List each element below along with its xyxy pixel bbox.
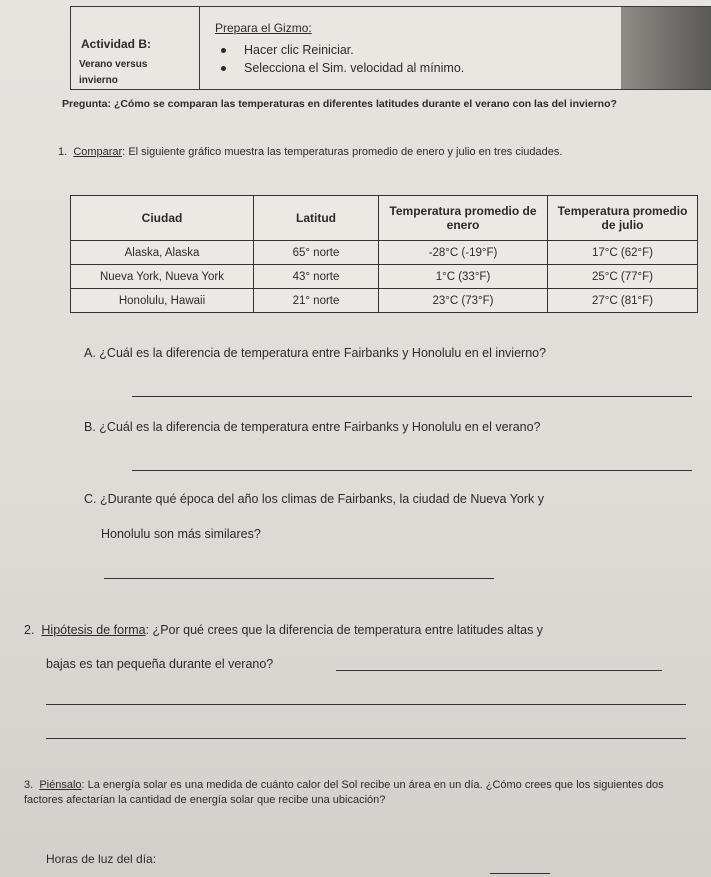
- prep-steps: [221, 43, 464, 79]
- table-row: [71, 289, 698, 313]
- cell-city: Honolulu, Hawaii: [71, 289, 254, 313]
- activity-subtitle-1: Verano versus: [79, 59, 148, 70]
- table-row: [71, 241, 698, 265]
- table-header-row: [71, 196, 698, 241]
- main-question: [62, 96, 662, 113]
- activity-title: Actividad B:: [81, 37, 152, 51]
- cell-july: 17°C (62°F): [548, 241, 698, 265]
- item-3: 3. Piénsalo: La energía solar es una medida de cuánto calor del Sol recibe un área en un día. ¿Cómo crees que los siguientes dos factores afectarían la cantidad de energía solar que recibe una ubicación?: [24, 779, 664, 806]
- cell-latitude: 21° norte: [254, 289, 379, 313]
- cell-july: 25°C (77°F): [548, 265, 698, 289]
- prep-step: Hacer clic Reiniciar.: [221, 43, 464, 57]
- question-text: ¿Cómo se comparan las temperaturas en diferentes latitudes durante el verano con las del invierno?: [113, 98, 617, 110]
- temperature-table: [70, 195, 698, 313]
- header-enero: Temperatura promedio de enero: [379, 196, 548, 241]
- item-1-text: : El siguiente gráfico muestra las temperaturas promedio de enero y julio en tres ciudades.: [122, 146, 563, 158]
- cell-latitude: 43° norte: [254, 265, 379, 289]
- table-row: [71, 265, 698, 289]
- answer-line-2a[interactable]: [336, 670, 662, 671]
- activity-box: [70, 6, 711, 90]
- item-1: 1. Comparar: El siguiente gráfico muestra las temperaturas promedio de enero y julio en tres ciudades.: [58, 146, 563, 158]
- answer-line-b[interactable]: [132, 470, 692, 471]
- header-ciudad: Ciudad: [71, 196, 254, 241]
- sub-question-c-1: C. ¿Durante qué época del año los climas de Fairbanks, la ciudad de Nueva York y: [84, 492, 544, 506]
- cell-january: 1°C (33°F): [379, 265, 548, 289]
- item-2: 2. Hipótesis de forma: ¿Por qué crees que la diferencia de temperatura entre latitudes altas y: [24, 623, 544, 637]
- daylight-hours-label: Horas de luz del día:: [46, 852, 157, 866]
- answer-line-a[interactable]: [132, 396, 692, 397]
- sub-question-c-2: Honolulu son más similares?: [101, 527, 261, 541]
- activity-subtitle-2: invierno: [79, 75, 118, 86]
- prep-step: Selecciona el Sim. velocidad al mínimo.: [221, 61, 464, 75]
- cell-january: 23°C (73°F): [379, 289, 548, 313]
- item-2-line-2: bajas es tan pequeña durante el verano?: [46, 657, 274, 671]
- answer-line-horas[interactable]: [490, 873, 550, 874]
- activity-label-cell: [71, 7, 200, 89]
- answer-line-2b[interactable]: [46, 704, 686, 705]
- item-3-text: : La energía solar es una medida de cuánto calor del Sol recibe un área en un día. ¿Cómo crees que los siguientes dos factores afectarían la cantidad de energía solar que recibe una ubicación?: [24, 779, 664, 806]
- item-2-line-1: : ¿Por qué crees que la diferencia de temperatura entre latitudes altas y: [145, 623, 544, 637]
- item-2-keyword: Hipótesis de forma: [41, 623, 146, 637]
- cell-latitude: 65° norte: [254, 241, 379, 265]
- cell-july: 27°C (81°F): [548, 289, 698, 313]
- item-3-keyword: Piénsalo: [39, 779, 82, 791]
- cell-city: Nueva York, Nueva York: [71, 265, 254, 289]
- bullet-icon: [221, 66, 226, 71]
- sub-question-a: A. ¿Cuál es la diferencia de temperatura entre Fairbanks y Honolulu en el invierno?: [84, 346, 547, 360]
- answer-line-c[interactable]: [104, 578, 494, 579]
- bullet-icon: [221, 48, 226, 53]
- answer-line-2c[interactable]: [46, 738, 686, 739]
- gizmo-image: [621, 7, 711, 89]
- cell-city: Alaska, Alaska: [71, 241, 254, 265]
- prep-heading: Prepara el Gizmo:: [215, 21, 312, 35]
- item-1-keyword: Comparar: [73, 146, 123, 158]
- sub-question-b: B. ¿Cuál es la diferencia de temperatura entre Fairbanks y Honolulu en el verano?: [84, 420, 541, 434]
- cell-january: -28°C (-19°F): [379, 241, 548, 265]
- header-julio: Temperatura promedio de julio: [548, 196, 698, 241]
- header-latitud: Latitud: [254, 196, 379, 241]
- question-label: Pregunta:: [62, 98, 112, 110]
